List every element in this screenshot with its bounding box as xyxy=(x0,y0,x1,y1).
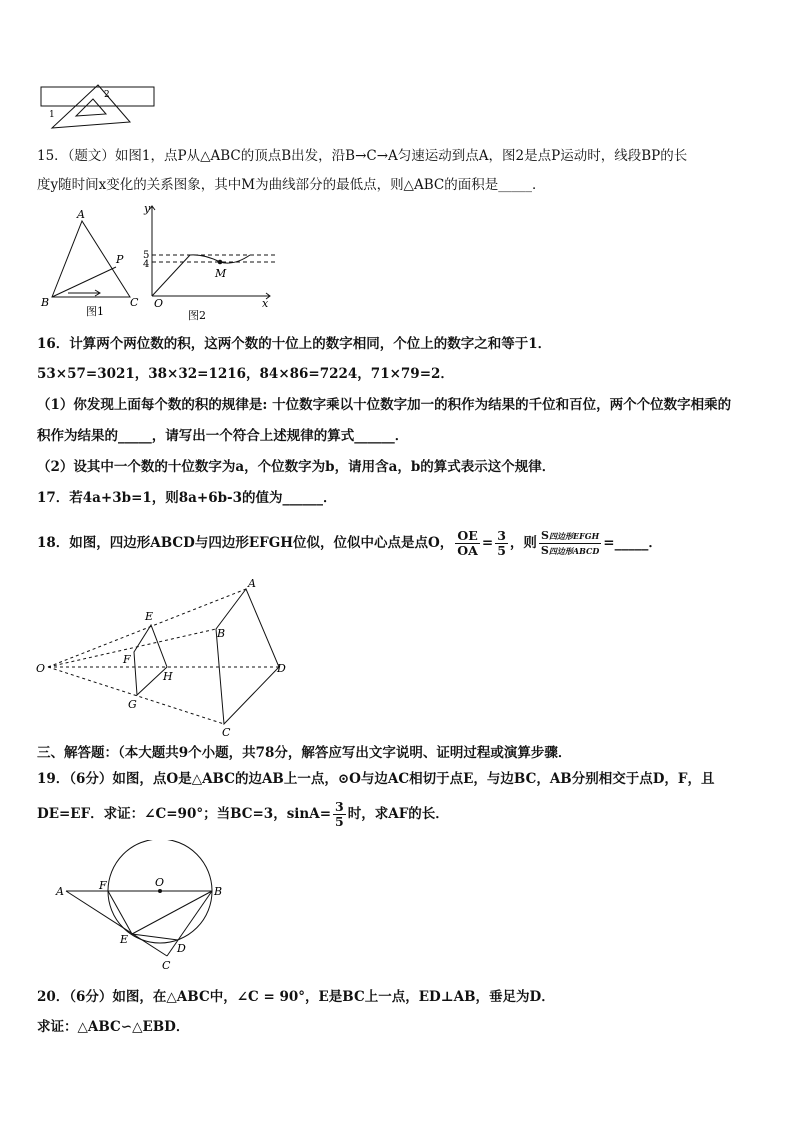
q17-line-1: 17．若4a+3b=1，则8a+6b-3的值为______． xyxy=(37,490,337,506)
q15-line-2: 度y随时间x变化的关系图象，其中M为曲线部分的最低点，则△ABC的面积是_____． xyxy=(37,177,546,193)
label-o: O xyxy=(154,297,164,310)
fig1-caption: 图1 xyxy=(86,305,104,318)
ruler-shape xyxy=(41,87,154,106)
label-o: O xyxy=(155,876,165,889)
label-b: B xyxy=(214,885,223,898)
label-f: F xyxy=(123,653,131,666)
q19-line-2-prefix: DE=EF．求证：∠C=90°；当BC=3，sinA= xyxy=(37,806,332,822)
label-y: y xyxy=(144,202,151,215)
label-e: E xyxy=(145,610,154,623)
angle-label-1: 1 xyxy=(49,110,55,120)
q16-line-5: （2）设其中一个数的十位数字为a，个位数字为b，请用含a，b的算式表示这个规律． xyxy=(37,459,556,475)
frac-denominator: OA xyxy=(457,543,478,558)
s-symbol: S xyxy=(541,529,549,542)
area-numerator xyxy=(539,529,601,544)
q19-line-1: 19．（6分）如图，点O是△ABC的边AB上一点，⊙O与边AC相切于点E，与边BC，AB分别相交于点D，F，且 xyxy=(37,771,715,787)
label-a: A xyxy=(77,208,85,221)
q20-line-1: 20．（6分）如图，在△ABC中，∠C = 90°，E是BC上一点，ED⊥AB，垂足为D． xyxy=(37,989,555,1005)
label-a: A xyxy=(56,885,64,898)
frac-numerator: OE xyxy=(455,529,480,544)
label-b: B xyxy=(41,296,50,309)
q15-line-1: 15．（题文）如图1，点P从△ABC的顶点B出发，沿B→C→A匀速运动到点A，图2是点P运动时，线段BP的长 xyxy=(37,148,688,164)
label-c: C xyxy=(162,959,171,972)
q19-sin-fraction xyxy=(333,800,346,829)
label-o: O xyxy=(36,662,46,675)
q18-ratio-fraction xyxy=(455,529,480,558)
angle-label-2: 2 xyxy=(104,90,110,100)
q18-figure xyxy=(34,574,294,744)
segment-eb xyxy=(132,891,212,934)
area-denominator xyxy=(539,544,601,558)
s-symbol: S xyxy=(540,544,549,557)
q15-figure-2 xyxy=(140,200,280,325)
q18-prefix: 18．如图，四边形ABCD与四边形EFGH位似，位似中心点是点O， xyxy=(37,535,454,551)
point-m xyxy=(218,260,223,265)
quad-efgh xyxy=(134,625,167,695)
q18-value-fraction xyxy=(495,529,508,558)
q19-line-2 xyxy=(37,796,449,832)
q15-figure-1 xyxy=(38,205,148,320)
label-x: x xyxy=(262,297,269,310)
label-p: P xyxy=(116,253,124,266)
label-a: A xyxy=(248,577,256,590)
tick-4: 4 xyxy=(143,259,150,270)
label-h: H xyxy=(163,670,173,683)
label-c: C xyxy=(130,296,139,309)
label-c: C xyxy=(222,726,231,739)
segment-bc xyxy=(167,891,212,956)
equals-sign: = xyxy=(481,535,494,551)
center-point xyxy=(158,889,162,893)
q16-line-3: （1）你发现上面每个数的积的规律是: 十位数字乘以十位数字加一的积作为结果的千位和百位，两个个位数字相乘的 xyxy=(37,397,732,413)
label-f: F xyxy=(99,879,107,892)
frac-numerator: 3 xyxy=(497,528,506,543)
subscript-abcd: 四边形ABCD xyxy=(548,546,600,556)
label-d: D xyxy=(277,662,286,675)
q19-line-2-suffix: 时，求AF的长． xyxy=(347,806,449,822)
graph-linear-part xyxy=(152,255,190,296)
q16-line-4: 积作为结果的_____，请写出一个符合上述规律的算式______． xyxy=(37,428,409,444)
label-m: M xyxy=(215,267,227,280)
q18-line-1 xyxy=(37,523,662,563)
label-d: D xyxy=(177,942,186,955)
fig2-caption: 图2 xyxy=(188,309,206,322)
subscript-efgh: 四边形EFGH xyxy=(548,531,600,541)
q18-area-fraction xyxy=(539,529,601,558)
q20-line-2: 求证：△ABC∽△EBD． xyxy=(37,1019,190,1035)
frac-numerator: 3 xyxy=(335,799,344,814)
q18-mid: ，则 xyxy=(509,535,537,551)
section-3-title: 三、解答题：（本大题共9个小题，共78分，解答应写出文字说明、证明过程或演算步骤． xyxy=(37,745,572,761)
q14-figure xyxy=(38,82,158,132)
label-g: G xyxy=(128,698,137,711)
frac-denominator: 5 xyxy=(497,543,506,558)
label-b: B xyxy=(217,627,226,640)
segment-fe xyxy=(108,891,132,934)
q16-line-2: 53×57=3021，38×32=1216，84×86=7224，71×79=2． xyxy=(37,366,454,382)
q16-line-1: 16．计算两个两位数的积，这两个数的十位上的数字相同，个位上的数字之和等于1． xyxy=(37,336,552,352)
quad-abcd xyxy=(216,589,279,724)
segment-ed xyxy=(132,934,178,940)
q18-suffix: =_____． xyxy=(603,535,662,551)
q19-figure xyxy=(52,840,232,975)
frac-denominator: 5 xyxy=(335,814,344,829)
tick-5: 5 xyxy=(143,250,150,261)
label-e: E xyxy=(120,933,129,946)
